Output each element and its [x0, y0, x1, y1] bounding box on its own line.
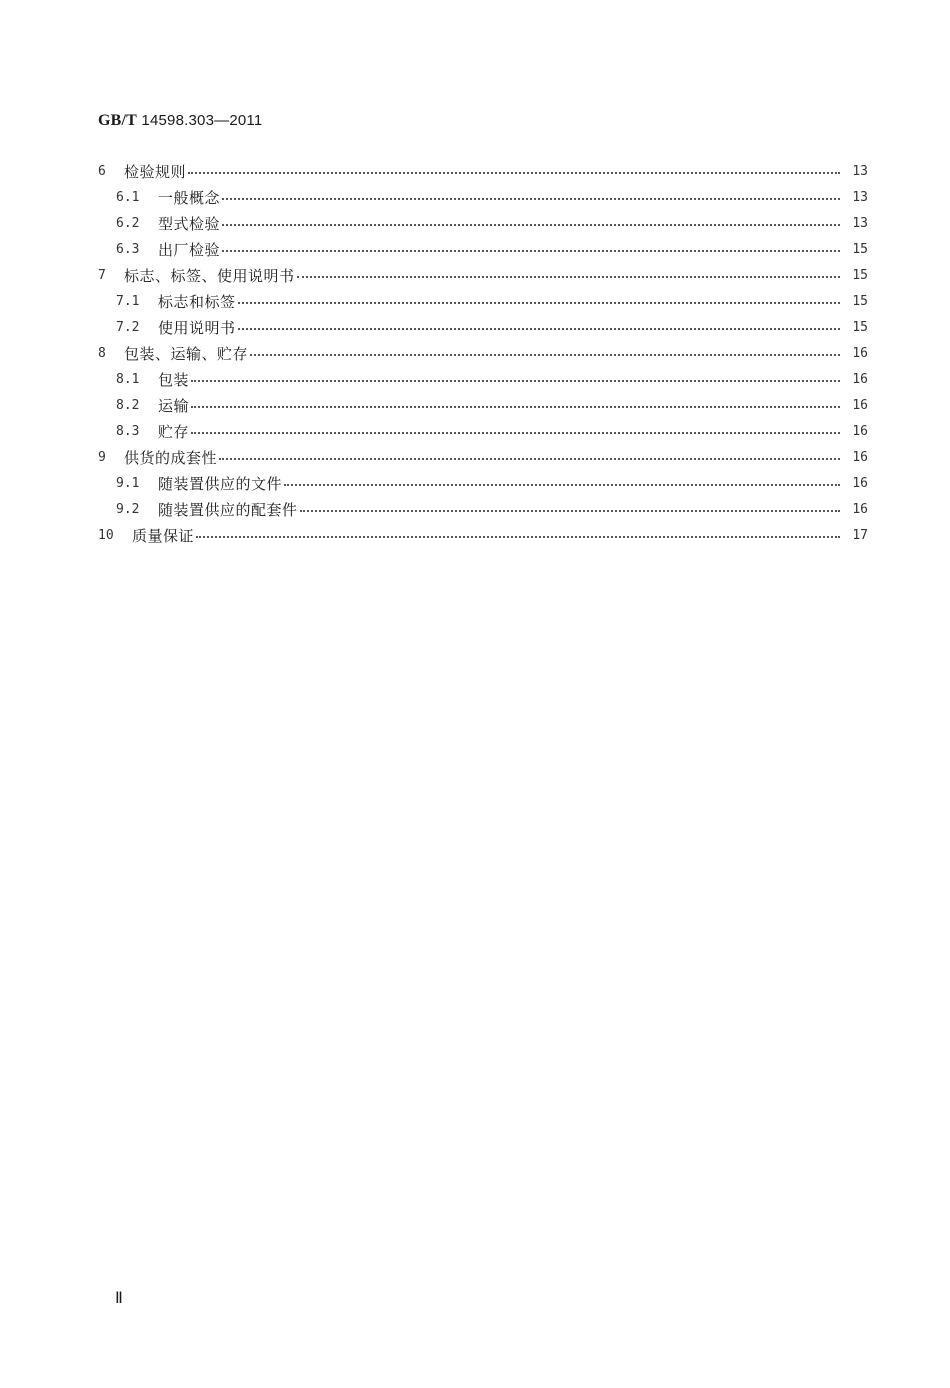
toc-leader-dots	[191, 366, 840, 382]
toc-entry-number: 8.2	[116, 397, 140, 413]
toc-entry-number: 8.3	[116, 423, 140, 439]
toc-leader-dots	[300, 496, 840, 512]
toc-entry-number: 7	[98, 267, 106, 283]
toc-leader-dots	[196, 522, 840, 538]
toc-entry-page: 16	[852, 423, 868, 439]
toc-entry-number: 8.1	[116, 371, 140, 387]
toc-entry-number: 9.2	[116, 501, 140, 517]
toc-entry[interactable]	[98, 210, 868, 236]
toc-entry-page: 15	[852, 293, 868, 309]
toc-entry-number: 6	[98, 163, 106, 179]
toc-leader-dots	[222, 236, 840, 252]
toc-entry-title: 包装、运输、贮存	[124, 344, 249, 363]
toc-entry-title: 标志和标签	[158, 292, 236, 311]
toc-entry[interactable]	[98, 444, 868, 470]
toc-entry-title: 使用说明书	[158, 318, 236, 337]
toc-entry-page: 16	[852, 397, 868, 413]
toc-entry[interactable]	[98, 340, 868, 366]
standard-number: 14598.303—2011	[141, 112, 263, 129]
toc-entry-number: 7.1	[116, 293, 140, 309]
toc-entry-number: 10	[98, 527, 114, 543]
toc-entry-title: 包装	[158, 370, 190, 389]
toc-entry-title: 出厂检验	[158, 240, 221, 259]
toc-entry[interactable]	[98, 288, 868, 314]
page-number: Ⅱ	[115, 1290, 123, 1307]
toc-entry-title: 检验规则	[124, 162, 187, 181]
toc-entry-number: 8	[98, 345, 106, 361]
toc-leader-dots	[284, 470, 840, 486]
toc-entry-title: 一般概念	[158, 188, 221, 207]
toc-entry-title: 标志、标签、使用说明书	[124, 266, 295, 285]
toc-entry-title: 贮存	[158, 422, 190, 441]
toc-entry[interactable]	[98, 418, 868, 444]
table-of-contents	[98, 158, 868, 548]
toc-entry-page: 13	[852, 215, 868, 231]
toc-entry-page: 13	[852, 163, 868, 179]
toc-entry-title: 随装置供应的文件	[158, 474, 283, 493]
document-header	[98, 112, 262, 130]
toc-entry-title: 型式检验	[158, 214, 221, 233]
toc-leader-dots	[297, 262, 840, 278]
toc-entry-page: 17	[852, 527, 868, 543]
toc-leader-dots	[191, 392, 840, 408]
toc-leader-dots	[238, 314, 840, 330]
toc-entry[interactable]	[98, 522, 868, 548]
toc-entry-number: 9.1	[116, 475, 140, 491]
toc-entry-number: 6.1	[116, 189, 140, 205]
toc-leader-dots	[238, 288, 840, 304]
toc-leader-dots	[250, 340, 840, 356]
toc-entry-page: 15	[852, 241, 868, 257]
toc-entry-number: 6.2	[116, 215, 140, 231]
toc-entry-number: 6.3	[116, 241, 140, 257]
toc-entry[interactable]	[98, 470, 868, 496]
toc-entry-page: 15	[852, 267, 868, 283]
toc-entry-page: 15	[852, 319, 868, 335]
toc-entry[interactable]	[98, 496, 868, 522]
toc-entry-page: 13	[852, 189, 868, 205]
toc-entry-title: 随装置供应的配套件	[158, 500, 298, 519]
standard-code: GB/T	[98, 112, 138, 129]
toc-entry-title: 运输	[158, 396, 190, 415]
toc-entry-page: 16	[852, 371, 868, 387]
toc-entry-page: 16	[852, 345, 868, 361]
toc-leader-dots	[222, 184, 840, 200]
toc-entry[interactable]	[98, 262, 868, 288]
toc-entry[interactable]	[98, 158, 868, 184]
toc-entry-page: 16	[852, 501, 868, 517]
toc-entry[interactable]	[98, 366, 868, 392]
toc-leader-dots	[222, 210, 840, 226]
toc-entry[interactable]	[98, 184, 868, 210]
toc-entry[interactable]	[98, 236, 868, 262]
toc-entry-number: 9	[98, 449, 106, 465]
toc-entry-page: 16	[852, 475, 868, 491]
toc-leader-dots	[191, 418, 840, 434]
toc-entry[interactable]	[98, 392, 868, 418]
toc-leader-dots	[219, 444, 840, 460]
toc-entry-title: 质量保证	[132, 526, 195, 545]
toc-entry[interactable]	[98, 314, 868, 340]
toc-entry-title: 供货的成套性	[124, 448, 218, 467]
toc-entry-page: 16	[852, 449, 868, 465]
toc-entry-number: 7.2	[116, 319, 140, 335]
toc-leader-dots	[188, 158, 840, 174]
